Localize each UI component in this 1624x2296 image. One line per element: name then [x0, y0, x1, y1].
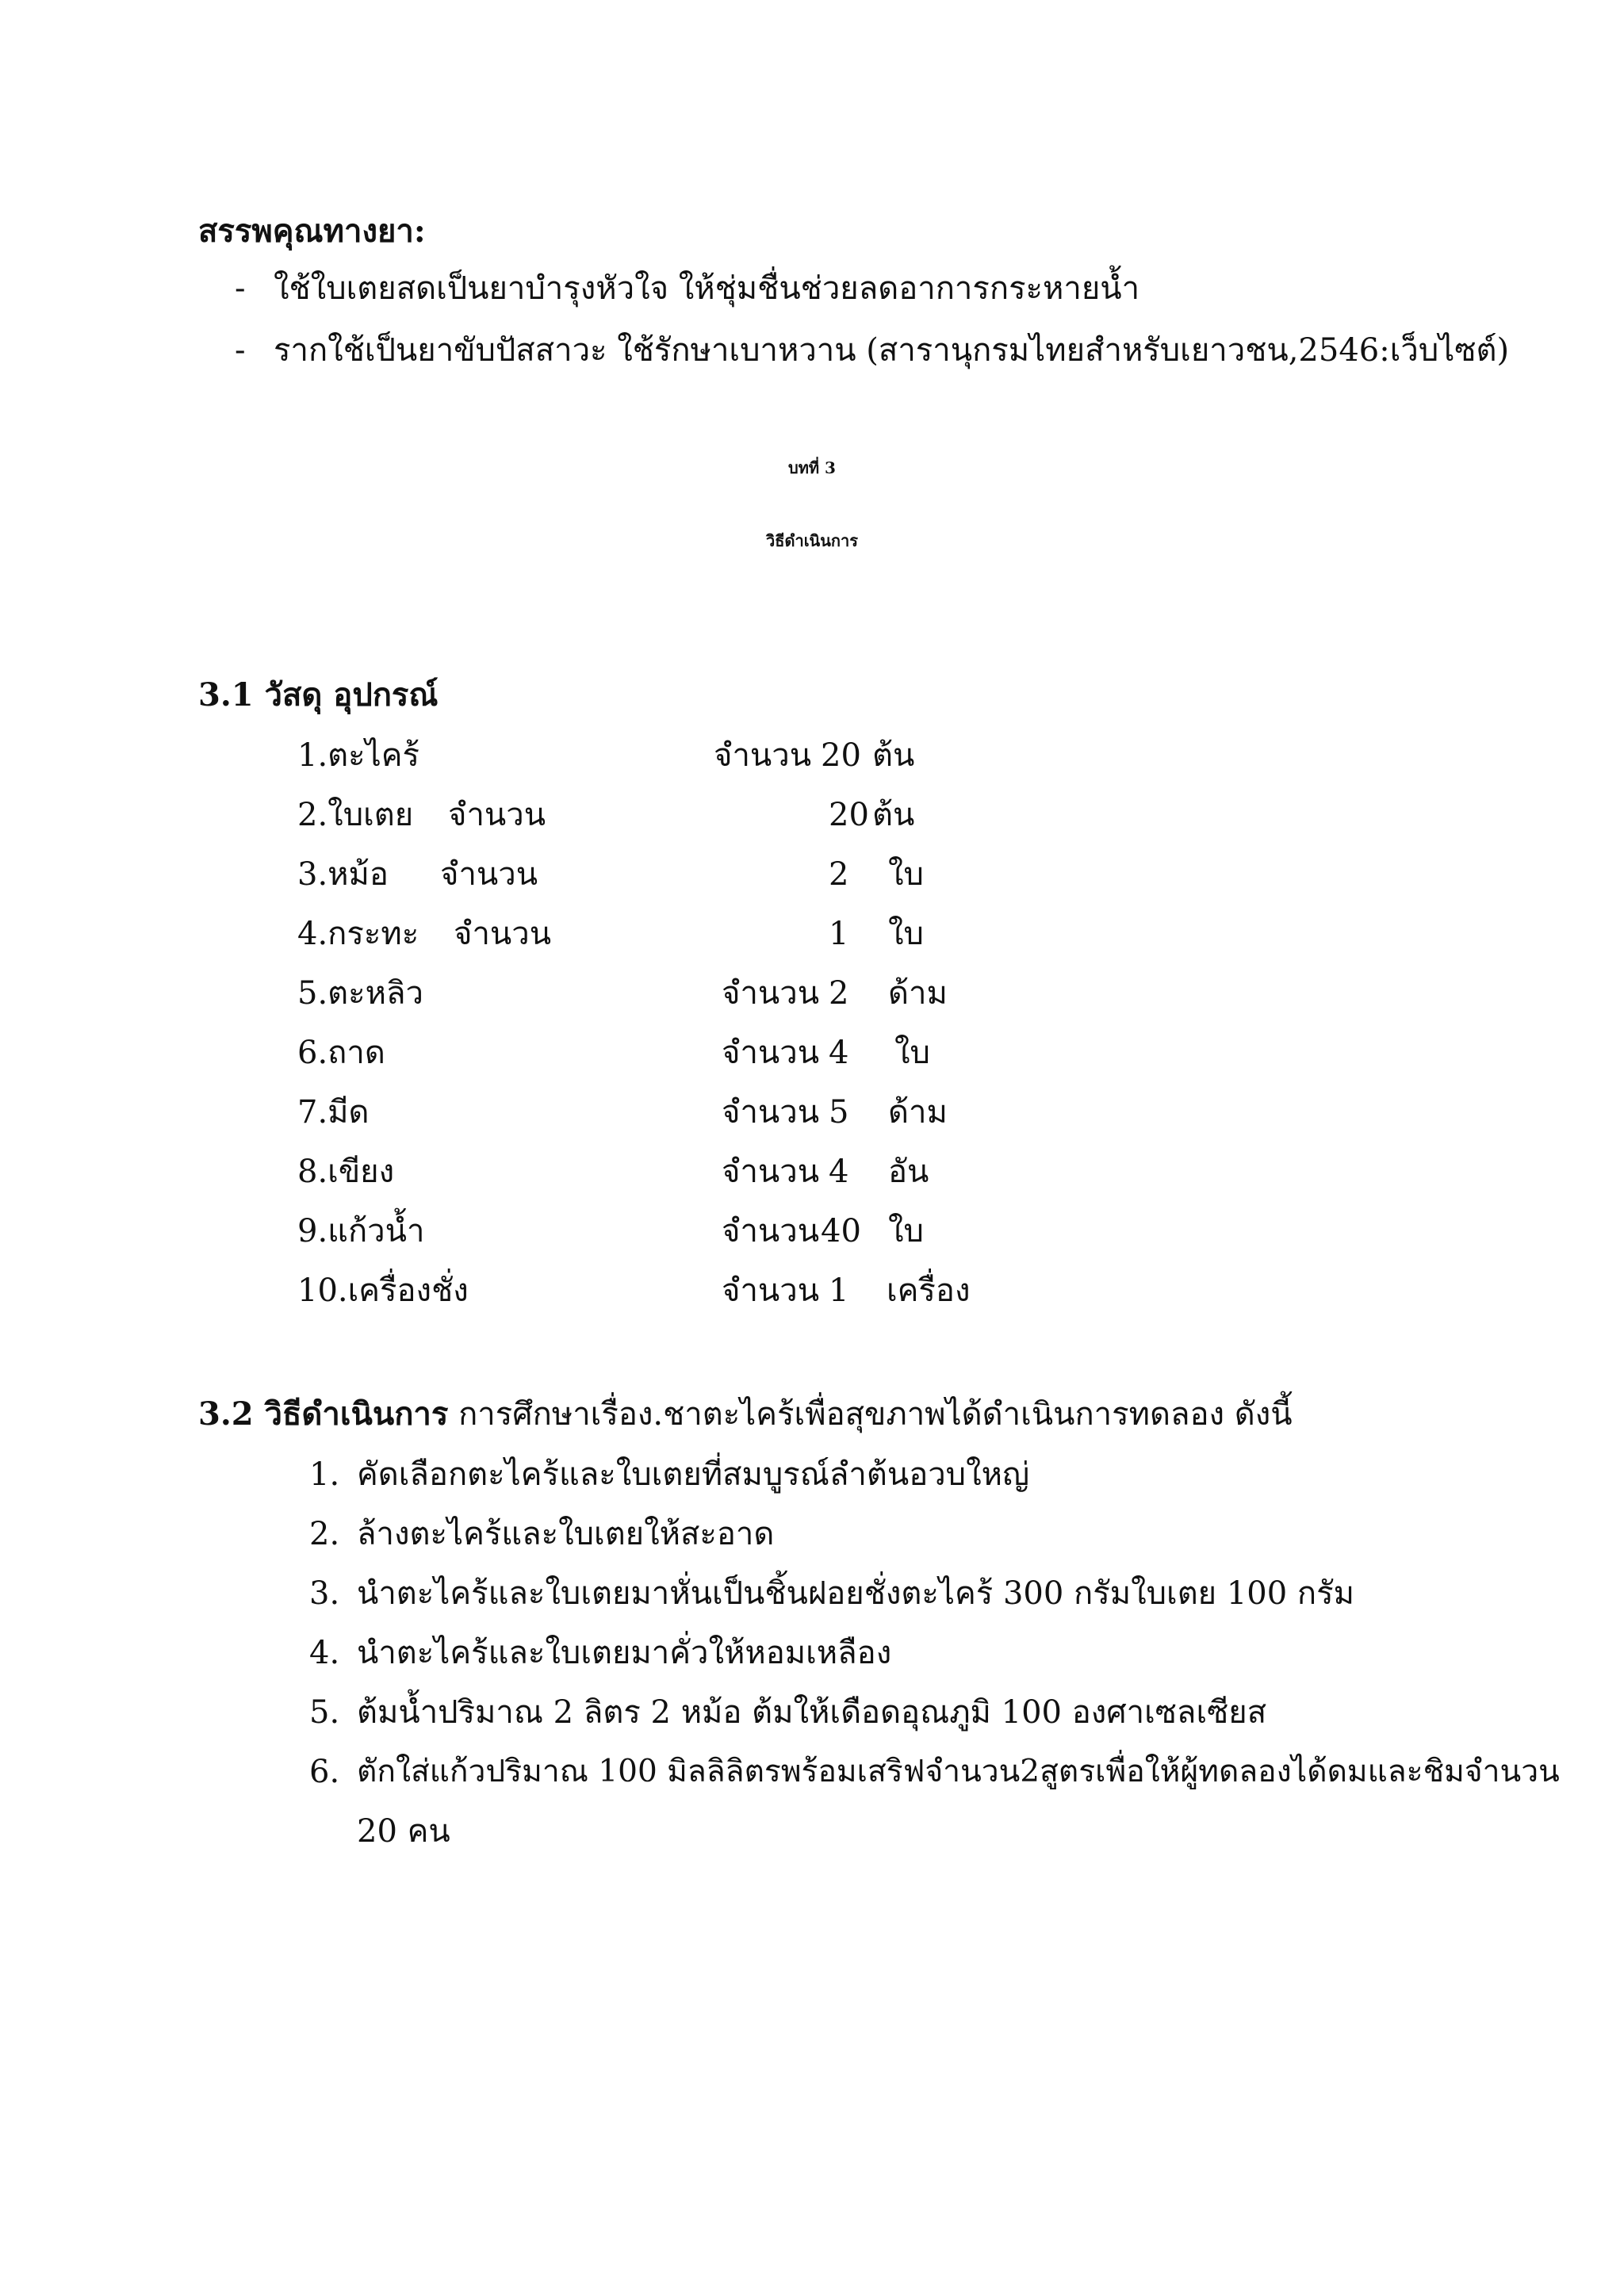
material-name: 1.ตะไคร้ — [297, 737, 419, 774]
material-name: 6.ถาด — [297, 1035, 385, 1071]
material-qty: 20 — [821, 737, 861, 774]
material-qty: 40 — [821, 1213, 861, 1249]
step-number: 4. — [309, 1635, 340, 1671]
bullet-dash: - — [235, 270, 246, 307]
chapter-number: บทที่ 3 — [788, 458, 836, 477]
step-number: 5. — [309, 1694, 340, 1731]
material-label: จำนวน — [722, 1094, 820, 1131]
properties-heading: สรรพคุณทางยา: — [198, 212, 426, 250]
material-label: จำนวน — [722, 1213, 820, 1249]
material-name: 7.มีด — [297, 1094, 370, 1131]
step-text: ตักใส่แก้วปริมาณ 100 มิลลิลิตรพร้อมเสริฟจำนวน2สูตรเพื่อให้ผู้ทดลองได้ดมและชิมจำนวน — [357, 1754, 1560, 1789]
material-label: จำนวน — [722, 1035, 820, 1071]
step-number: 1. — [309, 1456, 340, 1493]
material-qty: 2 — [829, 975, 849, 1012]
material-name: 3.หม้อ — [297, 856, 389, 893]
step-number: 2. — [309, 1516, 340, 1552]
step-text: ล้างตะไคร้และใบเตยให้สะอาด — [357, 1516, 775, 1552]
material-label: จำนวน — [448, 797, 546, 833]
material-unit: ใบ — [888, 856, 924, 893]
material-qty: 4 — [829, 1035, 849, 1071]
material-qty: 1 — [829, 916, 849, 952]
material-unit: ใบ — [888, 1213, 924, 1249]
procedure-heading-label: 3.2 วิธีดำเนินการ — [198, 1395, 449, 1433]
material-unit: ด้าม — [888, 975, 948, 1012]
material-label: จำนวน — [454, 916, 552, 952]
material-label: จำนวน — [722, 975, 820, 1012]
bullet-text: ใช้ใบเตยสดเป็นยาบำรุงหัวใจ ให้ชุ่มชื่นช่วยลดอาการกระหายน้ำ — [274, 270, 1140, 307]
bullet-text: รากใช้เป็นยาขับปัสสาวะ ใช้รักษาเบาหวาน (สารานุกรมไทยสำหรับเยาวชน,2546:เว็บไซต์) — [274, 332, 1510, 369]
material-unit: ต้น — [872, 797, 915, 833]
procedure-heading — [198, 1395, 1293, 1433]
material-qty: 1 — [829, 1272, 849, 1309]
step-text: ต้มน้ำปริมาณ 2 ลิตร 2 หม้อ ต้มให้เดือดอุณภูมิ 100 องศาเซลเซียส — [357, 1694, 1267, 1731]
material-label: จำนวน — [714, 737, 812, 774]
material-name: 2.ใบเตย — [297, 797, 414, 833]
material-name: 9.แก้วน้ำ — [297, 1213, 425, 1249]
step-number: 6. — [309, 1754, 340, 1790]
step-text: คัดเลือกตะไคร้และใบเตยที่สมบูรณ์ลำต้นอวบใหญ่ — [357, 1456, 1030, 1493]
material-label: จำนวน — [722, 1272, 820, 1309]
material-qty: 20 — [829, 797, 869, 833]
material-label: จำนวน — [722, 1154, 820, 1190]
material-name: 4.กระทะ — [297, 916, 419, 952]
material-qty: 2 — [829, 856, 849, 893]
material-name: 10.เครื่องชั่ง — [297, 1272, 469, 1309]
step-text: นำตะไคร้และใบเตยมาหั่นเป็นชิ้นฝอยชั่งตะไคร้ 300 กรัมใบเตย 100 กรัม — [357, 1575, 1354, 1612]
material-unit: เครื่อง — [887, 1272, 971, 1309]
step-text-continued: 20 คน — [357, 1813, 450, 1850]
material-unit: ต้น — [872, 737, 915, 774]
material-name: 8.เขียง — [297, 1154, 395, 1190]
material-name: 5.ตะหลิว — [297, 975, 423, 1012]
material-unit: ใบ — [894, 1035, 930, 1071]
material-unit: อัน — [888, 1154, 929, 1190]
material-unit: ด้าม — [888, 1094, 948, 1131]
materials-heading: 3.1 วัสดุ อุปกรณ์ — [198, 676, 439, 714]
step-text: นำตะไคร้และใบเตยมาคั่วให้หอมเหลือง — [357, 1635, 892, 1671]
bullet-dash: - — [235, 332, 246, 369]
material-unit: ใบ — [888, 916, 924, 952]
material-qty: 4 — [829, 1154, 849, 1190]
chapter-title: วิธีดำเนินการ — [766, 531, 858, 550]
procedure-heading-text: การศึกษาเรื่อง.ชาตะไคร้เพื่อสุขภาพได้ดำเนินการทดลอง ดังนี้ — [458, 1396, 1293, 1433]
material-label: จำนวน — [440, 856, 538, 893]
material-qty: 5 — [829, 1094, 849, 1131]
step-number: 3. — [309, 1575, 340, 1612]
